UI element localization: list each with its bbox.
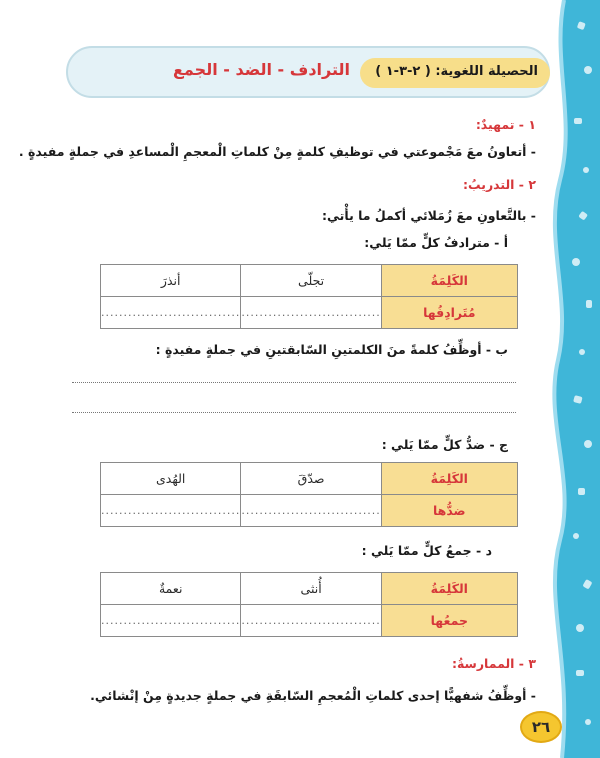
table-row [101,495,518,527]
table-cell-word: أُنثى [241,573,381,605]
plurals-table [100,572,518,637]
section2-number: ٢ [528,177,536,192]
table-cell-word: تجلّى [241,265,381,297]
table-header-synonym: مُتَرادِفُها [381,297,517,329]
exercise-c-title: ج - ضدُّ كلٍّ ممّا يَلي : [381,437,508,452]
answer-line[interactable] [72,412,516,413]
table-row [101,463,518,495]
section2-heading [463,177,536,192]
table-row [101,265,518,297]
table-header-word: الكَلِمَةُ [381,463,517,495]
answer-blank[interactable]: ............................... [101,605,241,637]
table-cell-word: الهُدى [101,463,241,495]
decorative-strip [542,0,600,758]
table-cell-word: نعمةٌ [101,573,241,605]
section1-heading [476,117,536,132]
table-row [101,297,518,329]
table-header-plural: جمعُها [381,605,517,637]
table-header-word: الكَلِمَةُ [381,573,517,605]
lesson-title: الترادف - الضد - الجمع [173,60,350,79]
answer-blank[interactable]: ............................... [101,297,241,329]
section3-number: ٣ [528,656,536,671]
answer-blank[interactable]: ............................... [241,297,381,329]
antonyms-table [100,462,518,527]
section2-title: - التدريبُ: [463,177,524,192]
exercise-b-title: ب - أوظِّفُ كلمةً منَ الكلمتينِ السّابقتينِ في جملةٍ مفيدةٍ : [155,342,508,357]
table-cell-word: صدّقَ [241,463,381,495]
lesson-label: الحصيلة اللغوية: ( ٢-٣-١ ) [375,64,538,79]
section1-text: - أتعاونُ معَ مَجْموعتي في توظيفِ كلمةٍ مِنْ كلماتِ الْمعجمِ الْمساعدِ في جملةٍ مفيدةٍ . [18,144,536,159]
answer-blank[interactable]: ............................... [101,495,241,527]
table-cell-word: أنذرَ [101,265,241,297]
table-row [101,605,518,637]
table-header-word: الكَلِمَةُ [381,265,517,297]
section3-text: - أوظِّفُ شفهيًّا إحدى كلماتِ الْمُعجمِ السّابقَةِ في جملةٍ جديدةٍ مِنْ إنْشائي. [90,688,536,703]
answer-line[interactable] [72,382,516,383]
section1-number: ١ [528,117,536,132]
synonyms-table [100,264,518,329]
answer-blank[interactable]: ............................... [241,605,381,637]
exercise-d-title: د - جمعُ كلٍّ ممّا يَلي : [361,543,492,558]
section3-heading [452,656,536,671]
exercise-a-title: أ - مترادفُ كلٍّ ممّا يَلي: [364,235,508,250]
section1-title: - تمهيدٌ: [475,117,524,132]
table-row [101,573,518,605]
section2-intro: - بالتَّعاونِ معَ زُمَلائي أكملُ ما يأْتي: [322,208,536,223]
page-number: ٢٦ [520,711,562,743]
section3-title: - الممارسةُ: [451,656,524,671]
answer-blank[interactable]: ............................... [241,495,381,527]
table-header-antonym: ضدُّها [381,495,517,527]
